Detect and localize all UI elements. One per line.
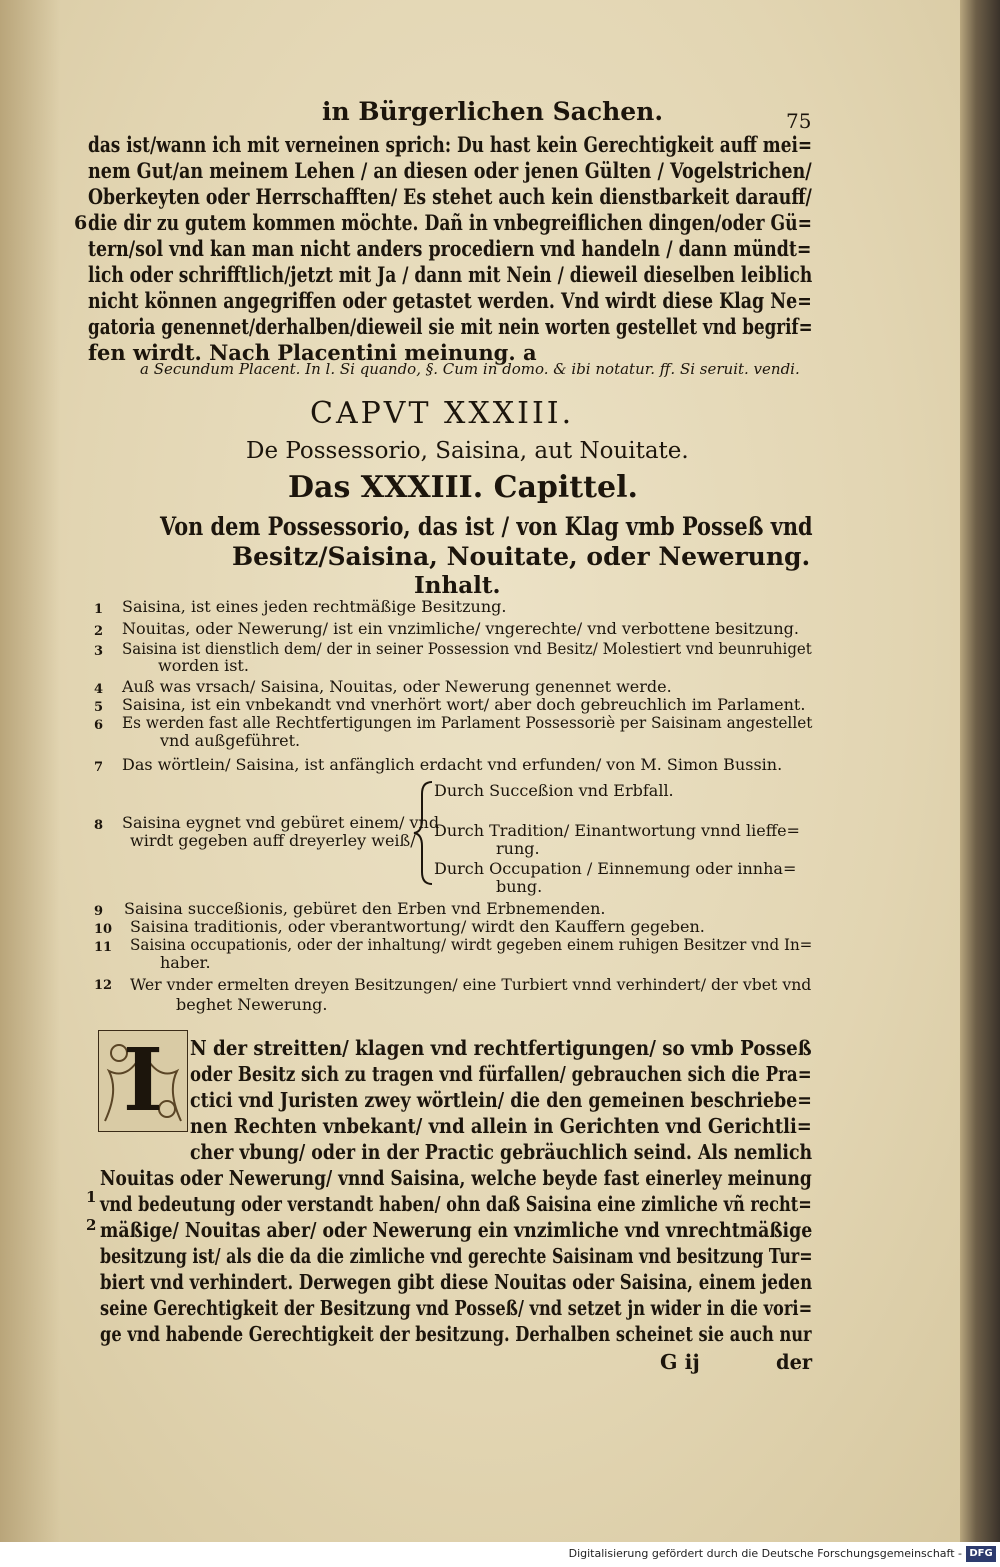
- chapter-german-heading: Das XXXIII. Capittel.: [288, 470, 638, 505]
- toc-entry: Saisina, ist ein vnbekandt vnd vnerhört wort/ aber doch gebreuchlich im Parlament.: [122, 695, 806, 714]
- toc-entry: Es werden fast alle Rechtfertigungen im Parlament Possessoriè per Saisinam angestellet: [122, 713, 813, 732]
- chapter-subtitle: Von dem Possessorio, das ist / von Klag vmb Posseß vnd: [160, 512, 813, 541]
- text-line: nen Rechten vnbekant/ vnd allein in Gerichten vnd Gerichtli=: [190, 1114, 812, 1138]
- text-line: lich oder schrifftlich/jetzt mit Ja / dann mit Nein / dieweil dieselben leiblich: [88, 262, 813, 287]
- running-title: in Bürgerlichen Sachen.: [322, 97, 664, 126]
- toc-entry: Saisina occupationis, oder der inhaltung/ wirdt gegeben einem ruhigen Besitzer vnd In=: [130, 935, 813, 954]
- toc-entry: Saisina traditionis, oder vberantwortung/ wirdt den Kauffern gegeben.: [130, 917, 705, 936]
- brace-branch: Durch Tradition/ Einantwortung vnnd lieffe=: [434, 821, 800, 840]
- toc-number: 9: [94, 904, 104, 919]
- toc-number: 1: [94, 602, 104, 617]
- page-number: 75: [786, 109, 812, 133]
- text-line: nicht können angegriffen oder getastet werden. Vnd wirdt diese Klag Ne=: [88, 288, 812, 313]
- text-line: seine Gerechtigkeit der Besitzung vnd Posseß/ vnd setzet jn wider in die vori=: [100, 1296, 813, 1320]
- toc-entry: Saisina, ist eines jeden rechtmäßige Besitzung.: [122, 597, 507, 616]
- toc-entry: Das wörtlein/ Saisina, ist anfänglich erdacht vnd erfunden/ von M. Simon Bussin.: [122, 755, 783, 774]
- margin-number: 2: [86, 1216, 97, 1234]
- text-line: oder Besitz sich zu tragen vnd fürfallen/ gebrauchen sich die Pra=: [190, 1062, 812, 1086]
- text-line: N der streitten/ klagen vnd rechtfertigungen/ so vmb Posseß: [190, 1036, 812, 1060]
- brace-branch: bung.: [496, 877, 543, 896]
- brace-branch: Durch Succeßion vnd Erbfall.: [434, 781, 674, 800]
- gutter-shadow: [0, 0, 60, 1542]
- toc-number: 11: [94, 940, 113, 955]
- initial-letter: I: [122, 1030, 164, 1131]
- toc-number: 8: [94, 818, 104, 833]
- toc-number: 5: [94, 700, 104, 715]
- toc-entry: haber.: [160, 953, 211, 972]
- text-line: vnd bedeutung oder verstandt haben/ ohn daß Saisina eine zimliche vñ recht=: [100, 1192, 812, 1216]
- text-line: Nouitas oder Newerung/ vnnd Saisina, welche beyde fast einerley meinung: [100, 1166, 812, 1190]
- toc-entry: Wer vnder ermelten dreyen Besitzungen/ eine Turbiert vnnd verhindert/ der vbet vnd: [130, 975, 812, 994]
- toc-number: 3: [94, 644, 104, 659]
- text-line: ge vnd habende Gerechtigkeit der besitzung. Derhalben scheinet sie auch nur: [100, 1322, 812, 1346]
- chapter-caput: CAPVT XXXIII.: [310, 396, 575, 431]
- text-line: gatoria genennet/derhalben/dieweil sie mit nein worten gestellet vnd begrif=: [88, 314, 813, 339]
- book-edge: [960, 0, 1000, 1542]
- margin-number: 1: [86, 1188, 97, 1206]
- text-line: besitzung ist/ als die da die zimliche vnd gerechte Saisinam vnd besitzung Tur=: [100, 1244, 813, 1268]
- text-line: Oberkeyten oder Herrschafften/ Es stehet auch kein dienstbarkeit darauff/: [88, 184, 812, 209]
- text-line: fen wirdt. Nach Placentini meinung. a: [88, 340, 537, 365]
- chapter-latin-title: De Possessorio, Saisina, aut Nouitate.: [246, 438, 689, 464]
- brace-branch: rung.: [496, 839, 540, 858]
- toc-entry: wirdt gegeben auff dreyerley weiß/: [130, 831, 416, 850]
- footer-bar: [0, 1542, 1000, 1567]
- toc-entry: Nouitas, oder Newerung/ ist ein vnzimliche/ vngerechte/ vnd verbottene besitzung.: [122, 619, 799, 638]
- text-line: biert vnd verhindert. Derwegen gibt diese Nouitas oder Saisina, einem jeden: [100, 1270, 813, 1294]
- decorated-initial: [98, 1030, 188, 1132]
- toc-number: 2: [94, 624, 104, 639]
- text-line: nem Gut/an meinem Lehen / an diesen oder jenen Gülten / Vogelstrichen/: [88, 158, 812, 183]
- catchword: der: [776, 1350, 813, 1374]
- toc-entry: Saisina ist dienstlich dem/ der in seiner Possession vnd Besitz/ Molestiert vnd beunruhiget: [122, 639, 812, 658]
- margin-note: 6: [74, 212, 88, 234]
- text-line: mäßige/ Nouitas aber/ oder Newerung ein vnzimliche vnd vnrechtmäßige: [100, 1218, 813, 1242]
- text-line: das ist/wann ich mit verneinen sprich: Du hast kein Gerechtigkeit auff mei=: [88, 132, 813, 157]
- toc-entry: Auß was vrsach/ Saisina, Nouitas, oder Newerung genennet werde.: [122, 677, 672, 696]
- toc-number: 6: [94, 718, 104, 733]
- text-line: die dir zu gutem kommen möchte. Dañ in vnbegreiflichen dingen/oder Gü=: [88, 210, 812, 235]
- text-line: tern/sol vnd kan man nicht anders procediern vnd handeln / dann mündt=: [88, 236, 812, 261]
- toc-number: 12: [94, 978, 113, 993]
- footer-credit: Digitalisierung gefördert durch die Deutsche Forschungsgemeinschaft -: [568, 1547, 962, 1560]
- toc-number: 10: [94, 922, 113, 937]
- toc-entry: Saisina eygnet vnd gebüret einem/ vnd: [122, 813, 440, 832]
- text-line: ctici vnd Juristen zwey wörtlein/ die den gemeinen beschriebe=: [190, 1088, 812, 1112]
- dfg-logo: DFG: [966, 1546, 996, 1562]
- toc-entry: worden ist.: [158, 656, 249, 675]
- toc-entry: beghet Newerung.: [176, 995, 328, 1014]
- contents-heading: Inhalt.: [414, 572, 501, 599]
- toc-entry: Saisina succeßionis, gebüret den Erben vnd Erbnemenden.: [124, 899, 606, 918]
- toc-number: 7: [94, 760, 104, 775]
- toc-number: 4: [94, 682, 104, 697]
- text-line: cher vbung/ oder in der Practic gebräuchlich seind. Als nemlich: [190, 1140, 813, 1164]
- toc-entry: vnd außgeführet.: [160, 731, 301, 750]
- footnote: a Secundum Placent. In l. Si quando, §. Cum in domo. & ibi notatur. ff. Si seruit. vendi.: [140, 360, 800, 378]
- chapter-subtitle: Besitz/Saisina, Nouitate, oder Newerung.: [232, 542, 811, 571]
- signature-mark: G ij: [660, 1350, 700, 1374]
- brace-branch: Durch Occupation / Einnemung oder innha=: [434, 859, 797, 878]
